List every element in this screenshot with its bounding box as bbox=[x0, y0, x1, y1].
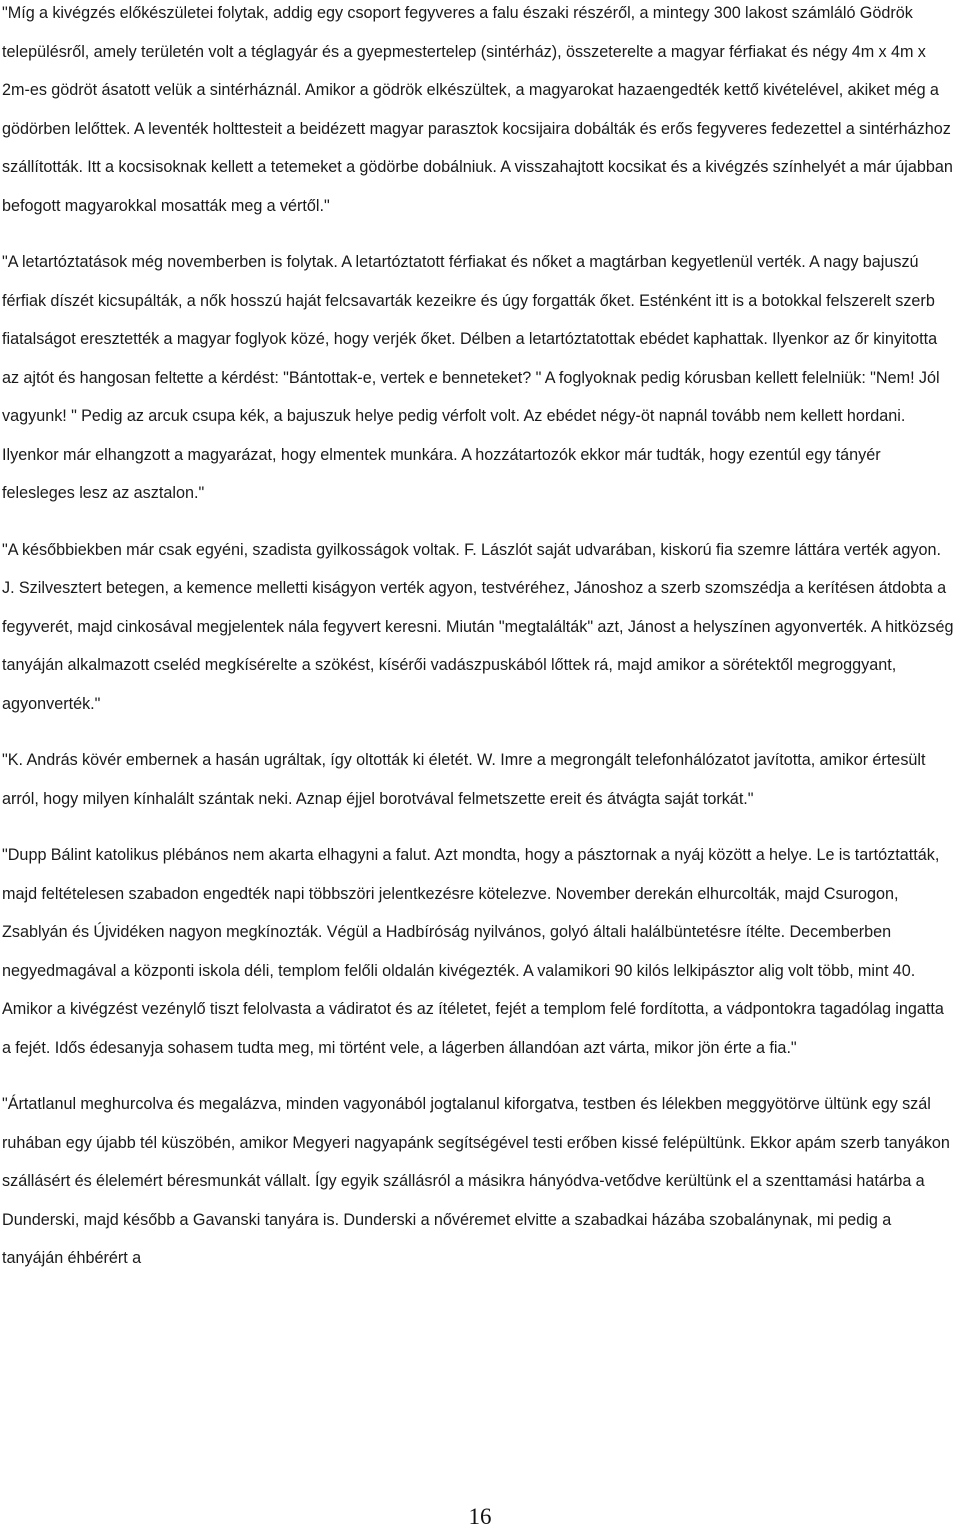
paragraph-k-andras: "K. András kövér embernek a hasán ugráltak, így oltották ki életét. W. Imre a megrongált telefonhálózatot javította, amikor értesült arról, hogy milyen kínhalált szántak neki. Aznap éjjel borotvával felmetszette ereit és átvágta saját torkát." bbox=[2, 751, 926, 808]
paragraph-dupp-balint: "Dupp Bálint katolikus plébános nem akarta elhagyni a falut. Azt mondta, hogy a pásztornak a nyáj között a helye. Le is tartóztatták, majd feltételesen szabadon engedték napi többszöri jelentkezésre kötelezve. November derekán elhurcolták, majd Csurogon, Zsablyán és Újvidéken nagyon megkínozták. Végül a Hadbíróság nyilvános, golyó általi halálbüntetésre ítélte. Decemberben negyedmagával a központi iskola déli, templom felőli oldalán kivégezték. A valamikori 90 kilós lelkipásztor alig volt több, mint 40. Amikor a kivégzést vezénylő tiszt felolvasta a vádiratot és az ítéletet, fejét a templom felé fordította, a vádpontokra tagadólag ingatta a fejét. Idős édesanyja sohasem tudta meg, mi történt vele, a lágerben állandóan azt várta, mikor jön érte a fia." bbox=[2, 846, 944, 1057]
paragraph-execution-preparations: "Míg a kivégzés előkészületei folytak, addig egy csoport fegyveres a falu északi részéről, a mintegy 300 lakost számláló Gödrök településről, amely területén volt a téglagyár és a gyepmestertelep (sintérház), összeterelte a magyar férfiakat és négy 4m x 4m x 2m-es gödröt ásatott velük a sintérháznál. Amikor a gödrök elkészültek, a magyarokat hazaengedték kettő kivételével, akiket még a gödörben lelőttek. A leventék holttesteit a beidézett magyar parasztok kocsijaira dobálták és erős fegyveres fedezettel a sintérházhoz szállították. Itt a kocsisoknak kellett a tetemeket a gödörbe dobálniuk. A visszahajtott kocsikat és a kivégzés színhelyét a már újabban befogott magyarokkal mosatták meg a vértől." bbox=[2, 4, 953, 215]
paragraph-family-hardship: "Ártatlanul meghurcolva és megalázva, minden vagyonából jogtalanul kiforgatva, testben és lélekben meggyötörve ültünk egy szál ruhában egy újabb tél küszöbén, amikor Megyeri nagyapánk segítségével testi erőben kissé felépültünk. Ekkor apám szerb tanyákon szállásért és élelemért béresmunkát vállalt. Így egyik szállásról a másikra hányódva-vetődve kerültünk el a szenttamási határba a Dunderski, majd később a Gavanski tanyára is. Dunderski a nővéremet elvitte a szabadkai házába szobalánynak, mi pedig a tanyáján éhbérért a bbox=[2, 1095, 950, 1267]
paragraph-individual-killings: "A későbbiekben már csak egyéni, szadista gyilkosságok voltak. F. Lászlót saját udvarában, kiskorú fia szemre láttára verték agyon. J. Szilvesztert betegen, a kemence melletti kiságyon verték agyon, testvéréhez, Jánoshoz a szerb szomszédja a kerítésen átdobta a fegyverét, majd cinkosával megjelentek nála fegyvert keresni. Miután "megtalálták" azt, Jánost a helyszínen agyonverték. A hitközség tanyáján alkalmazott cseléd megkísérelte a szökést, kísérői vadászpuskából lőttek rá, majd amikor a sörétektől megroggyant, agyonverték." bbox=[2, 540, 954, 713]
page-number: 16 bbox=[468, 1504, 492, 1529]
paragraph-arrests-november: "A letartóztatások még novemberben is folytak. A letartóztatott férfiakat és nőket a magtárban kegyetlenül verték. A nagy bajuszú férfiak díszét kicsupálták, a nők hosszú haját felcsavarták kezeikre és úgy forgatták őket. Esténként itt is a botokkal felszerelt szerb fiatalságot eresztették a magyar foglyok közé, hogy verjék őket. Délben a letartóztatottak ebédet kaphattak. Ilyenkor az őr kinyitotta az ajtót és hangosan feltette a kérdést: "Bántottak-e, vertek e benneteket? " A foglyoknak pedig kórusban kellett felelniük: "Nem! Jól vagyunk! " Pedig az arcuk csupa kék, a bajuszuk helye pedig vérfolt volt. Az ebédet négy-öt napnál tovább nem kellett hordani. Ilyenkor már elhangzott a magyarázat, hogy elmentek munkára. A hozzátartozók ekkor már tudták, hogy ezentúl egy tányér felesleges lesz az asztalon." bbox=[2, 253, 940, 502]
